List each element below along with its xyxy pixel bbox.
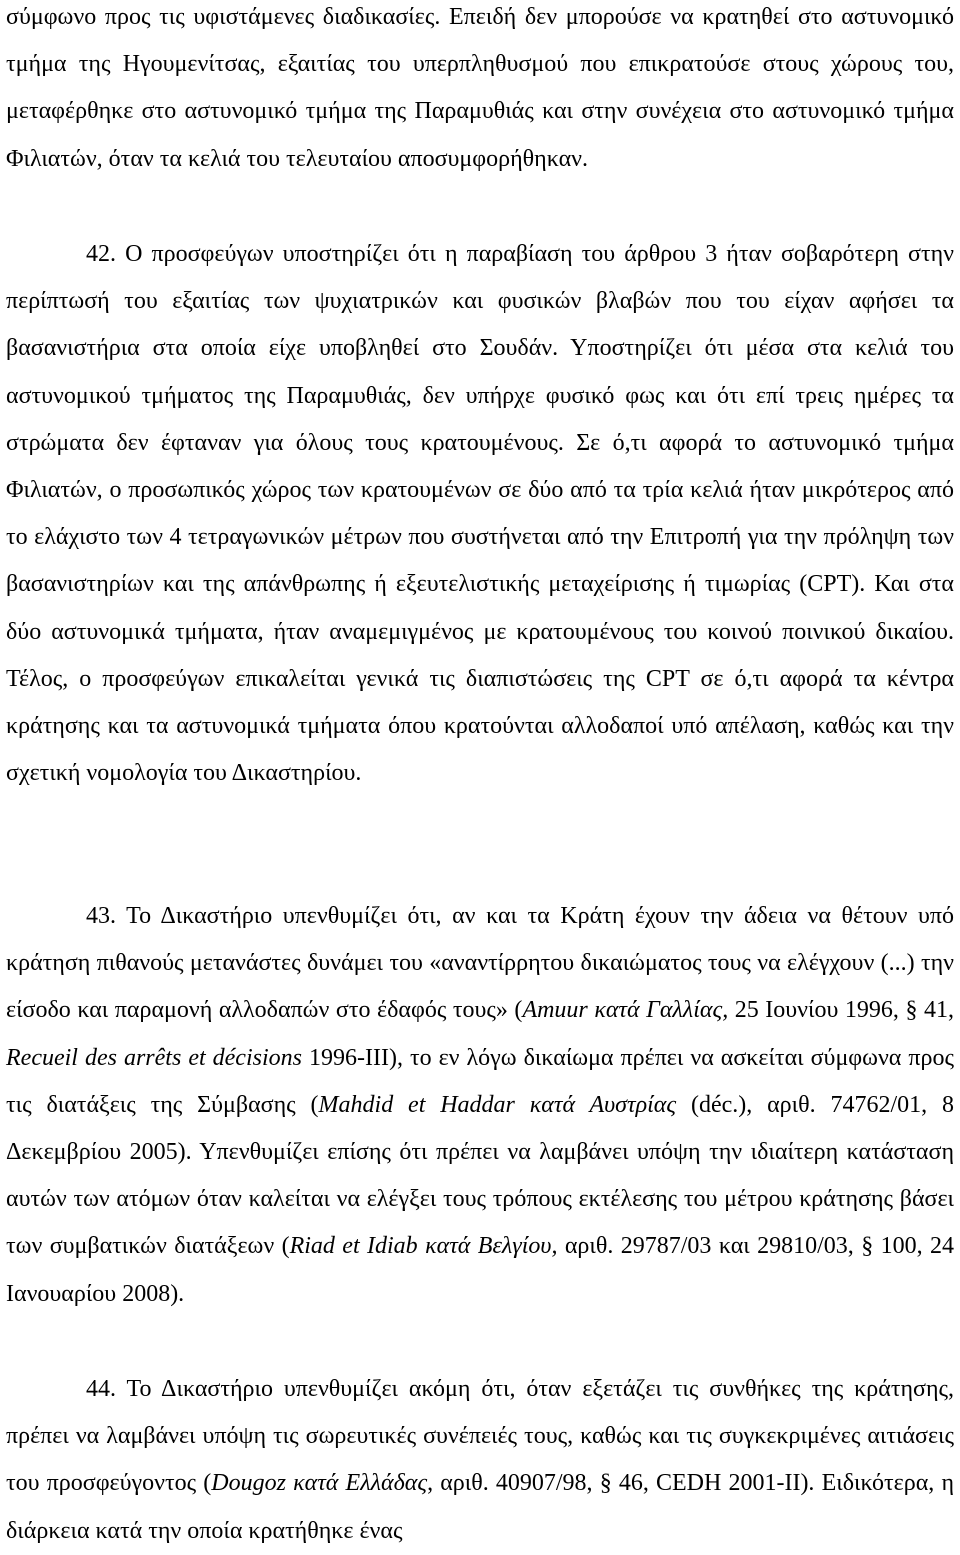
paragraph-number: 43. — [86, 903, 116, 929]
case-citation: Amuur κατά Γαλλίας, — [522, 997, 729, 1024]
paragraph-text: Το Δικαστήριο υπενθυμίζει ακόμη ότι, όταν εξετάζει τις συνθήκες της κράτησης, πρέπει να λαμβάνει υπόψη τις σωρευτικές συνέπειές τους, καθώς και τις συγκεκριμένες αιτιάσεις του προσφεύγοντος ( — [6, 1376, 954, 1497]
paragraph-continuation — [6, 0, 954, 183]
paragraph-43 — [6, 893, 954, 1318]
reporter-title: Recueil des arrêts et décisions — [6, 1044, 302, 1071]
paragraph-text: Ο προσφεύγων υποστηρίζει ότι η παραβίαση του άρθρου 3 ήταν σοβαρότερη στην περίπτωσή του εξαιτίας των ψυχιατρικών και φυσικών βλαβών που του είχαν αφήσει τα βασανιστήρια στα οποία είχε υποβληθεί στο Σουδάν. Υποστηρίζει ότι μέσα στα κελιά του αστυνομικού τμήματος της Παραμυθιάς, δεν υπήρχε φυσικό φως και ότι επί τρεις ημέρες τα στρώματα δεν έφταναν για όλους τους κρατουμένους. Σε ό,τι αφορά το αστυνομικό τμήμα Φιλιατών, ο προσωπικός χώρος των κρατουμένων σε δύο από τα τρία κελιά ήταν μικρότερος από το ελάχιστο των 4 τετραγωνικών μέτρων που συστήνεται από την Επιτροπή για την πρόληψη των βασανιστηρίων και της απάνθρωπης ή εξευτελιστικής μεταχείρισης ή τιμωρίας (CPT). Και στα δύο αστυνομικά τμήματα, ήταν αναμεμιγμένος με κρατουμένους του κοινού ποινικού δικαίου. Τέλος, ο προσφεύγων επικαλείται γενικά τις διαπιστώσεις της CPT σε ό,τι αφορά τα κέντρα κράτησης και τα αστυνομικά τμήματα όπου κρατούνται αλλοδαποί υπό απέλαση, καθώς και την σχετική νομολογία του Δικαστηρίου. — [6, 241, 954, 787]
paragraph-number: 44. — [86, 1376, 116, 1402]
paragraph-text: (déc.), αριθ. 74762/01, 8 Δεκεμβρίου 2005). Υπενθυμίζει επίσης ότι πρέπει να λαμβάνει υπόψη την ιδιαίτερη κατάσταση αυτών των ατόμων όταν καλείται να ελέγξει τους τρόπους εκτέλεσης του μέτρου κράτησης βάσει των συμβατικών διατάξεων ( — [6, 1091, 954, 1260]
paragraph-text: Το Δικαστήριο υπενθυμίζει ότι, αν και τα Κράτη έχουν την άδεια να θέτουν υπό κράτηση πιθανούς μετανάστες δυνάμει του «αναντίρρητου δικαιώματος τους να ελέγχουν (...) την είσοδο και παραμονή αλλοδαπών στο έδαφός τους» ( — [6, 903, 954, 1024]
paragraph-44 — [6, 1366, 954, 1555]
paragraph-42 — [6, 231, 954, 797]
paragraph-text: αριθ. 29787/03 και 29810/03, § 100, 24 Ιανουαρίου 2008). — [6, 1233, 955, 1307]
case-citation: Dougoz κατά Ελλάδας — [211, 1470, 428, 1497]
paragraph-text: σύμφωνο προς τις υφιστάμενες διαδικασίες. Επειδή δεν μπορούσε να κρατηθεί στο αστυνομικό τμήμα της Ηγουμενίτσας, εξαιτίας του υπερπληθυσμού που επικρατούσε στους χώρους του, μεταφέρθηκε στο αστυνομικό τμήμα της Παραμυθιάς και στην συνέχεια στο αστυνομικό τμήμα Φιλιατών, όταν τα κελιά του τελευταίου αποσυμφορήθηκαν. — [6, 4, 954, 172]
case-citation: Riad et Idiab κατά Βελγίου, — [289, 1233, 558, 1260]
paragraph-text: 25 Ιουνίου 1996, § 41, — [728, 997, 955, 1024]
case-citation: Mahdid et Haddar κατά Αυστρίας — [318, 1091, 677, 1118]
paragraph-text: , αριθ. 40907/98, § 46, CEDH 2001-II). Ειδικότερα, η διάρκεια κατά την οποία κρατήθηκε ένας — [6, 1470, 955, 1544]
paragraph-text: 1996-III), το εν λόγω δικαίωμα πρέπει να ασκείται σύμφωνα προς τις διατάξεις της Σύμβασης ( — [6, 1044, 954, 1118]
paragraph-number: 42. — [86, 241, 116, 267]
